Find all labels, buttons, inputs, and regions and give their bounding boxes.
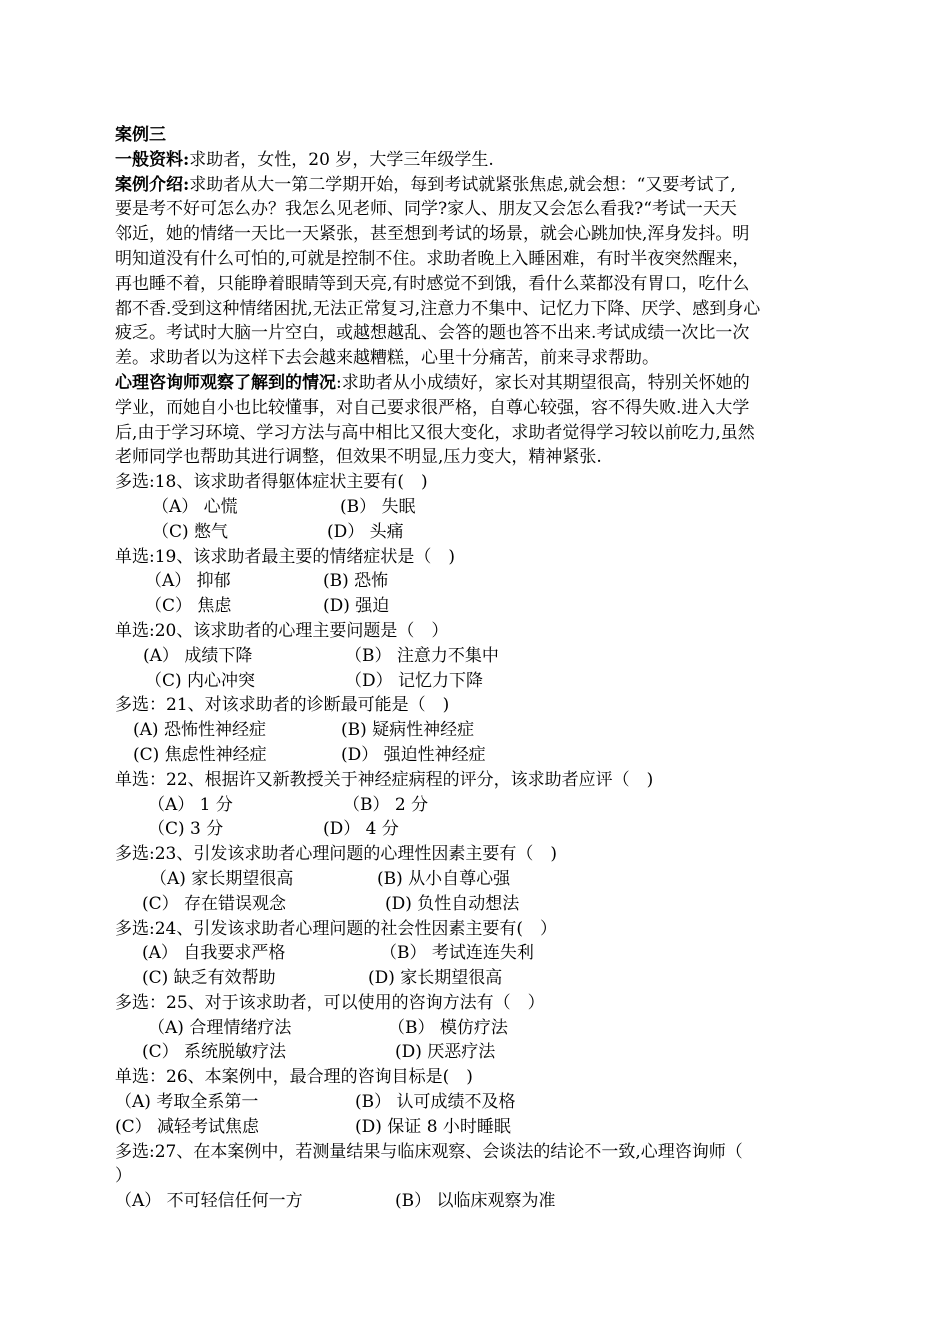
observation-line: 学业，而她自小也比较懂事，对自己要求很严格，自尊心较强，容不得失败.进入大学 [115, 397, 750, 418]
case-intro-text: 求助者从大一第二学期开始，每到考试就紧张焦虑,就会想：“又要考试了, [189, 174, 736, 195]
option: (D) 强迫 [323, 596, 390, 617]
option-row [115, 941, 843, 966]
option: （B） 注意力不集中 [345, 645, 499, 666]
question-stem: 单选:20、该求助者的心理主要问题是（ ） [115, 620, 449, 641]
question-stem: 单选：22、根据许又新教授关于神经症病程的评分，该求助者应评（ ) [115, 769, 654, 790]
option-row [115, 1090, 843, 1115]
option-row [115, 1016, 843, 1041]
observation-text: :求助者从小成绩好，家长对其期望很高，特别关怀她的 [336, 372, 750, 393]
case-intro-line: 差。求助者以为这样下去会越来越糟糕，心里十分痛苦，前来寻求帮助。 [115, 348, 659, 369]
option-row [115, 867, 843, 892]
option: (D） 4 分 [323, 819, 399, 840]
option: （C) 内心冲突 [145, 670, 256, 691]
option-row [115, 743, 843, 768]
option: (B) 恐怖 [323, 571, 389, 592]
case-intro-line: 邻近，她的情绪一天比一天紧张，甚至想到考试的场景，就会心跳加快,浑身发抖。明 [115, 224, 750, 245]
option: (D） 强迫性神经症 [341, 744, 486, 765]
general-info-label: 一般资料: [115, 149, 190, 170]
option-row [115, 669, 843, 694]
option-row [115, 892, 843, 917]
question-stem: 多选:23、引发该求助者心理问题的心理性因素主要有（ ) [115, 844, 557, 865]
option: （A) 家长期望很高 [150, 868, 294, 889]
option-row [115, 793, 843, 818]
case-intro-line: 明知道没有什么可怕的,可就是控制不住。求助者晚上入睡困难，有时半夜突然醒来， [115, 248, 750, 269]
option: （A) 考取全系第一 [115, 1092, 259, 1113]
option: （C) 3 分 [148, 819, 224, 840]
option: （A) 合理情绪疗法 [148, 1017, 292, 1038]
option: (B) 从小自尊心强 [377, 868, 511, 889]
observation-line: 后,由于学习环境、学习方法与高中相比又很大变化，求助者觉得学习较以前吃力,虽然 [115, 422, 755, 443]
option-row [115, 1115, 843, 1140]
option-row [115, 966, 843, 991]
option-row [115, 1040, 843, 1065]
observation-label: 心理咨询师观察了解到的情况 [115, 372, 336, 393]
option: (A） 自我要求严格 [142, 943, 286, 964]
option: (B） 以临床观察为准 [395, 1191, 556, 1212]
option: (D) 厌恶疗法 [395, 1042, 496, 1063]
question-stem: 多选：21、对该求助者的诊断最可能是（ ) [115, 695, 450, 716]
option: （A） 不可轻信任何一方 [115, 1191, 303, 1212]
option: (B) 疑病性神经症 [341, 720, 475, 741]
case-title: 案例三 [115, 125, 166, 145]
option: （B） 模仿疗法 [388, 1017, 508, 1038]
option: (B） 失眠 [340, 496, 416, 517]
option: (C） 系统脱敏疗法 [142, 1042, 287, 1063]
observation-line: 老师同学也帮助其进行调整，但效果不明显,压力变大，精神紧张. [115, 447, 602, 468]
option: (D) 保证 8 小时睡眠 [355, 1116, 511, 1137]
option-row [115, 718, 843, 743]
observation-line [115, 371, 843, 396]
case-intro-line: 要是考不好可怎么办？我怎么见老师、同学?家人、朋友又会怎么看我?“考试一天天 [115, 199, 737, 220]
option: (D) 负性自动想法 [385, 893, 520, 914]
document-content [115, 123, 843, 1214]
option-row [115, 594, 843, 619]
option-row [115, 1189, 843, 1214]
option: （B） 考试连连失利 [380, 943, 534, 964]
option-row [115, 520, 843, 545]
option-row [115, 817, 843, 842]
question-stem: 单选:19、该求助者最主要的情绪症状是（ ) [115, 546, 455, 567]
option: (B） 认可成绩不及格 [355, 1092, 516, 1113]
option: (C） 存在错误观念 [142, 893, 287, 914]
question-stem: 多选:24、引发该求助者心理问题的社会性因素主要有( ） [115, 918, 557, 939]
option-row [115, 644, 843, 669]
option: （A） 1 分 [148, 794, 233, 815]
option: (A） 成绩下降 [143, 645, 253, 666]
option: (D) 家长期望很高 [368, 968, 503, 989]
question-stem: 多选:18、该求助者得躯体症状主要有( ) [115, 472, 428, 493]
question-stem: 多选:27、在本案例中，若测量结果与临床观察、会谈法的结论不一致,心理咨询师（ [115, 1141, 743, 1162]
option: （C） 焦虑 [145, 596, 232, 617]
option: (A) 恐怖性神经症 [133, 720, 266, 741]
option: （B） 2 分 [343, 794, 429, 815]
option: (C） 减轻考试焦虑 [115, 1116, 260, 1137]
question-stem-tail: ） [115, 1166, 132, 1187]
option: (D） 头痛 [327, 521, 404, 542]
case-intro-line [115, 173, 843, 198]
question-stem: 多选：25、对于该求助者，可以使用的咨询方法有（ ） [115, 992, 545, 1013]
option: （D） 记忆力下降 [345, 670, 484, 691]
question-stem: 单选：26、本案例中，最合理的咨询目标是( ) [115, 1067, 473, 1088]
case-intro-line: 都不香.受到这种情绪困扰,无法正常复习,注意力不集中、记忆力下降、厌学、感到身心 [115, 298, 761, 319]
option: (C) 焦虑性神经症 [133, 744, 267, 765]
general-info [115, 148, 843, 173]
option-row [115, 495, 843, 520]
option: （C) 憋气 [152, 521, 229, 542]
option: (C) 缺乏有效帮助 [142, 968, 276, 989]
case-intro-line: 疲乏。考试时大脑一片空白，或越想越乱、会答的题也答不出来.考试成绩一次比一次 [115, 323, 750, 344]
option: （A） 抑郁 [145, 571, 231, 592]
option-row [115, 569, 843, 594]
case-intro-label: 案例介绍: [115, 174, 190, 195]
case-intro-line: 再也睡不着，只能睁着眼睛等到天亮,有时感觉不到饿，看什么菜都没有胃口，吃什么 [115, 273, 750, 294]
general-info-text: 求助者，女性，20 岁，大学三年级学生. [189, 149, 494, 170]
option: （A） 心慌 [152, 496, 238, 517]
